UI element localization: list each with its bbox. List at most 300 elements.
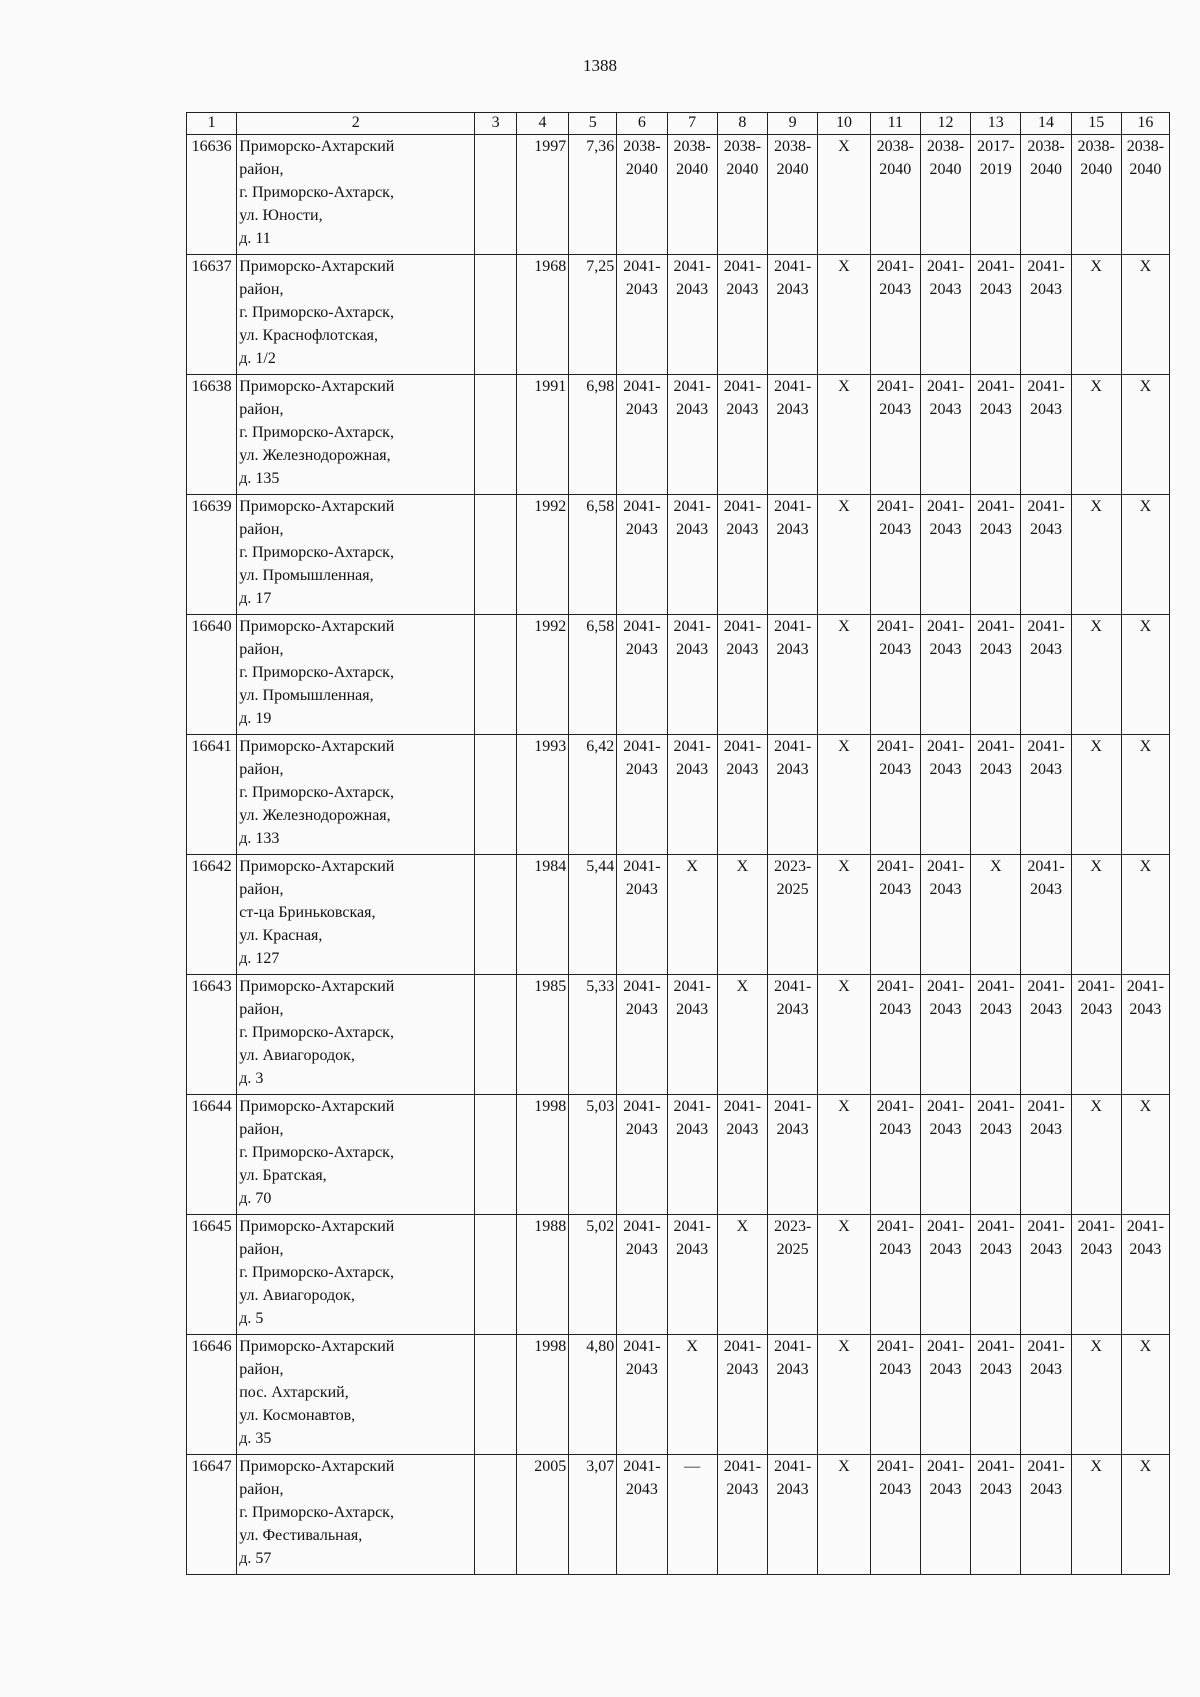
address-line: Приморско-Ахтарский: [239, 1338, 395, 1355]
period-value: X: [736, 1218, 749, 1235]
period-value: X: [1139, 738, 1152, 755]
period-value: 2041- 2043: [876, 258, 914, 298]
period-value: 2041- 2043: [1027, 378, 1065, 418]
address-line: район,: [239, 1001, 284, 1018]
period-value: 2038- 2040: [1126, 138, 1165, 178]
table-row: [187, 1215, 1170, 1335]
row-period-col-6: [617, 495, 667, 615]
address-line: район,: [239, 761, 284, 778]
address-line: Приморско-Ахтарский: [239, 858, 395, 875]
row-period-col-16: [1121, 255, 1169, 375]
period-value: X: [1139, 378, 1152, 395]
row-period-col-8: [717, 855, 767, 975]
period-value: 2041- 2043: [1027, 1338, 1065, 1378]
row-period-col-14: [1021, 1335, 1071, 1455]
column-header-1: 1: [187, 113, 237, 135]
period-value: 2041- 2043: [926, 498, 965, 538]
period-value: X: [1090, 738, 1102, 755]
row-period-col-16: [1121, 1215, 1169, 1335]
period-value: 2041- 2043: [773, 1098, 812, 1138]
row-period-col-16: [1121, 855, 1169, 975]
row-period-col-9: [768, 1215, 818, 1335]
row-period-col-12: [920, 735, 970, 855]
row-year: 1985: [516, 975, 568, 1095]
row-period-col-10: [818, 375, 870, 495]
row-period-col-12: [920, 1215, 970, 1335]
row-period-col-6: [617, 1335, 667, 1455]
row-period-col-10: [818, 1335, 870, 1455]
table-body: [187, 135, 1170, 1575]
period-value: 2038- 2040: [876, 138, 914, 178]
period-value: 2041- 2043: [1077, 978, 1115, 1018]
period-value: 2041- 2043: [623, 498, 661, 538]
table-row: [187, 1335, 1170, 1455]
address-line: Приморско-Ахтарский: [239, 138, 395, 155]
row-period-col-7: [667, 375, 717, 495]
row-period-col-12: [920, 255, 970, 375]
column-header-9: 9: [768, 113, 818, 135]
address-line: Приморско-Ахтарский: [239, 738, 395, 755]
row-id: 16646: [187, 1335, 237, 1455]
period-value: 2041- 2043: [1077, 1218, 1115, 1258]
address-line: Приморско-Ахтарский: [239, 1218, 395, 1235]
row-period-col-10: [818, 135, 870, 255]
address-line: ул. Братская,: [239, 1167, 327, 1184]
row-period-col-14: [1021, 975, 1071, 1095]
row-col3: [475, 735, 517, 855]
row-year: 1992: [516, 615, 568, 735]
period-value: X: [1139, 1458, 1152, 1475]
period-value: 2041- 2043: [673, 738, 711, 778]
row-period-col-15: [1071, 615, 1121, 735]
row-id: 16642: [187, 855, 237, 975]
period-value: 2038- 2040: [1027, 138, 1065, 178]
period-value: 2041- 2043: [876, 858, 914, 898]
period-value: 2041- 2043: [1027, 258, 1065, 298]
address-line: д. 57: [239, 1550, 272, 1567]
period-value: 2038- 2040: [723, 138, 762, 178]
address-line: район,: [239, 1481, 284, 1498]
row-period-col-7: [667, 615, 717, 735]
period-value: X: [686, 858, 698, 875]
period-value: 2041- 2043: [773, 738, 812, 778]
row-col3: [475, 135, 517, 255]
row-period-col-8: [717, 1215, 767, 1335]
row-period-col-15: [1071, 255, 1121, 375]
period-value: 2038- 2040: [926, 138, 965, 178]
row-period-col-15: [1071, 375, 1121, 495]
row-year: 1991: [516, 375, 568, 495]
address-line: д. 17: [239, 590, 272, 607]
row-period-col-14: [1021, 135, 1071, 255]
row-period-col-9: [768, 1455, 818, 1575]
row-period-col-15: [1071, 975, 1121, 1095]
row-period-col-16: [1121, 375, 1169, 495]
row-address: [237, 495, 475, 615]
row-period-col-10: [818, 1455, 870, 1575]
row-period-col-16: [1121, 495, 1169, 615]
period-value: 2041- 2043: [1027, 978, 1065, 1018]
address-line: д. 3: [239, 1070, 264, 1087]
row-period-col-11: [870, 1215, 920, 1335]
row-period-col-14: [1021, 495, 1071, 615]
period-value: 2038- 2040: [1077, 138, 1115, 178]
row-period-col-13: [971, 495, 1021, 615]
row-period-col-14: [1021, 1095, 1071, 1215]
row-period-col-15: [1071, 735, 1121, 855]
address-line: Приморско-Ахтарский: [239, 1098, 395, 1115]
period-value: 2041- 2043: [926, 618, 965, 658]
period-value: 2041- 2043: [623, 1218, 661, 1258]
row-period-col-8: [717, 495, 767, 615]
row-period-col-13: [971, 975, 1021, 1095]
row-period-col-7: [667, 855, 717, 975]
period-value: 2041- 2043: [623, 738, 661, 778]
row-period-col-13: [971, 1455, 1021, 1575]
address-line: г. Приморско-Ахтарск,: [239, 304, 394, 321]
period-value: 2041- 2043: [1027, 1098, 1065, 1138]
row-address: [237, 735, 475, 855]
period-value: 2041- 2043: [623, 858, 661, 898]
row-period-col-10: [818, 1095, 870, 1215]
row-period-col-16: [1121, 1335, 1169, 1455]
table-row: [187, 1455, 1170, 1575]
row-period-col-10: [818, 735, 870, 855]
address-line: г. Приморско-Ахтарск,: [239, 424, 394, 441]
address-line: д. 11: [239, 230, 271, 247]
row-period-col-7: [667, 975, 717, 1095]
table-row: [187, 615, 1170, 735]
period-value: 2041- 2043: [723, 1098, 762, 1138]
period-value: 2041- 2043: [723, 378, 762, 418]
row-period-col-11: [870, 975, 920, 1095]
row-period-col-7: [667, 255, 717, 375]
row-period-col-14: [1021, 735, 1071, 855]
period-value: X: [838, 1338, 850, 1355]
row-period-col-11: [870, 1455, 920, 1575]
address-line: д. 133: [239, 830, 280, 847]
row-year: 1984: [516, 855, 568, 975]
row-col3: [475, 975, 517, 1095]
row-period-col-11: [870, 735, 920, 855]
page-number: 1388: [583, 56, 617, 75]
period-value: 2041- 2043: [876, 378, 914, 418]
row-address: [237, 855, 475, 975]
header-row: [187, 113, 1170, 135]
row-period-col-8: [717, 615, 767, 735]
row-year: 1993: [516, 735, 568, 855]
address-line: район,: [239, 881, 284, 898]
address-line: г. Приморско-Ахтарск,: [239, 664, 394, 681]
row-period-col-16: [1121, 1095, 1169, 1215]
address-line: д. 70: [239, 1190, 272, 1207]
period-value: 2041- 2043: [876, 1218, 914, 1258]
row-period-col-10: [818, 975, 870, 1095]
period-value: X: [1090, 858, 1102, 875]
row-id: 16647: [187, 1455, 237, 1575]
row-period-col-10: [818, 1215, 870, 1335]
row-year: 1992: [516, 495, 568, 615]
row-period-col-13: [971, 375, 1021, 495]
address-line: ул. Авиагородок,: [239, 1047, 355, 1064]
table-row: [187, 975, 1170, 1095]
address-line: ст-ца Бриньковская,: [239, 904, 376, 921]
column-header-2: 2: [237, 113, 475, 135]
period-value: X: [838, 738, 850, 755]
period-value: 2041- 2043: [623, 258, 661, 298]
row-value: 4,80: [569, 1335, 617, 1455]
row-col3: [475, 1095, 517, 1215]
row-value: 6,42: [569, 735, 617, 855]
period-value: 2041- 2043: [1027, 738, 1065, 778]
period-value: X: [838, 618, 850, 635]
period-value: X: [1090, 378, 1102, 395]
row-id: 16643: [187, 975, 237, 1095]
period-value: 2041- 2043: [673, 258, 711, 298]
address-line: Приморско-Ахтарский: [239, 378, 395, 395]
row-value: 6,98: [569, 375, 617, 495]
period-value: 2041- 2043: [926, 1218, 965, 1258]
address-line: д. 19: [239, 710, 272, 727]
address-line: д. 5: [239, 1310, 264, 1327]
row-period-col-11: [870, 255, 920, 375]
period-value: 2041- 2043: [673, 378, 711, 418]
address-line: г. Приморско-Ахтарск,: [239, 1024, 394, 1041]
period-value: X: [838, 978, 850, 995]
address-line: Приморско-Ахтарский: [239, 498, 395, 515]
period-value: 2041- 2043: [773, 498, 812, 538]
row-year: 1998: [516, 1335, 568, 1455]
address-line: район,: [239, 281, 284, 298]
row-period-col-15: [1071, 1095, 1121, 1215]
column-header-13: 13: [971, 113, 1021, 135]
row-period-col-9: [768, 1335, 818, 1455]
address-line: район,: [239, 641, 284, 658]
period-value: 2041- 2043: [623, 618, 661, 658]
period-value: 2041- 2043: [876, 618, 914, 658]
column-header-3: 3: [475, 113, 517, 135]
row-value: 7,36: [569, 135, 617, 255]
row-period-col-8: [717, 735, 767, 855]
row-period-col-13: [971, 1095, 1021, 1215]
row-period-col-15: [1071, 1335, 1121, 1455]
period-value: 2041- 2043: [673, 978, 711, 1018]
row-address: [237, 375, 475, 495]
period-value: 2041- 2043: [876, 498, 914, 538]
address-line: ул. Железнодорожная,: [239, 447, 391, 464]
row-period-col-9: [768, 735, 818, 855]
row-value: 3,07: [569, 1455, 617, 1575]
address-line: д. 1/2: [239, 350, 276, 367]
row-period-col-7: [667, 495, 717, 615]
row-period-col-8: [717, 975, 767, 1095]
row-year: 1997: [516, 135, 568, 255]
row-col3: [475, 1455, 517, 1575]
row-period-col-13: [971, 615, 1021, 735]
row-value: 7,25: [569, 255, 617, 375]
period-value: 2041- 2043: [723, 738, 762, 778]
period-value: 2041- 2043: [876, 738, 914, 778]
period-value: X: [838, 378, 850, 395]
row-period-col-13: [971, 1335, 1021, 1455]
address-line: г. Приморско-Ахтарск,: [239, 184, 394, 201]
row-period-col-12: [920, 1335, 970, 1455]
row-period-col-6: [617, 255, 667, 375]
table-row: [187, 495, 1170, 615]
row-period-col-11: [870, 135, 920, 255]
row-period-col-16: [1121, 735, 1169, 855]
period-value: X: [1139, 1338, 1152, 1355]
period-value: 2041- 2043: [773, 618, 812, 658]
row-period-col-8: [717, 1335, 767, 1455]
period-value: 2041- 2043: [723, 1458, 762, 1498]
period-value: 2041- 2043: [723, 498, 762, 538]
row-address: [237, 615, 475, 735]
address-line: Приморско-Ахтарский: [239, 618, 395, 635]
period-value: X: [838, 1098, 850, 1115]
row-period-col-12: [920, 615, 970, 735]
period-value: 2041- 2043: [623, 1338, 661, 1378]
period-value: 2041- 2043: [623, 378, 661, 418]
period-value: 2041- 2043: [876, 1098, 914, 1138]
row-col3: [475, 615, 517, 735]
row-period-col-8: [717, 375, 767, 495]
row-col3: [475, 1215, 517, 1335]
period-value: X: [838, 138, 850, 155]
row-col3: [475, 1335, 517, 1455]
period-value: 2041- 2043: [977, 618, 1015, 658]
address-line: район,: [239, 1241, 284, 1258]
period-value: 2038- 2040: [673, 138, 711, 178]
period-value: 2041- 2043: [926, 978, 965, 1018]
address-line: ул. Красная,: [239, 927, 323, 944]
address-line: район,: [239, 521, 284, 538]
period-value: X: [838, 1458, 850, 1475]
row-period-col-8: [717, 255, 767, 375]
table-row: [187, 255, 1170, 375]
address-line: ул. Краснофлотская,: [239, 327, 378, 344]
row-period-col-9: [768, 1095, 818, 1215]
row-address: [237, 1215, 475, 1335]
address-line: г. Приморско-Ахтарск,: [239, 1504, 394, 1521]
period-value: 2041- 2043: [926, 1458, 965, 1498]
row-period-col-7: [667, 1455, 717, 1575]
period-value: 2041- 2043: [673, 618, 711, 658]
row-period-col-12: [920, 1455, 970, 1575]
period-value: 2041- 2043: [723, 258, 762, 298]
row-period-col-7: [667, 1095, 717, 1215]
row-period-col-15: [1071, 1215, 1121, 1335]
period-value: X: [1090, 1338, 1102, 1355]
row-value: 5,33: [569, 975, 617, 1095]
period-value: 2041- 2043: [1027, 618, 1065, 658]
address-line: ул. Промышленная,: [239, 567, 374, 584]
table-row: [187, 375, 1170, 495]
address-line: Приморско-Ахтарский: [239, 978, 395, 995]
period-value: X: [1139, 858, 1152, 875]
period-value: 2041- 2043: [977, 1338, 1015, 1378]
row-period-col-15: [1071, 855, 1121, 975]
row-period-col-14: [1021, 615, 1071, 735]
row-col3: [475, 495, 517, 615]
period-value: 2041- 2043: [876, 1338, 914, 1378]
row-period-col-15: [1071, 1455, 1121, 1575]
address-line: Приморско-Ахтарский: [239, 1458, 395, 1475]
period-value: X: [989, 858, 1002, 875]
period-value: 2041- 2043: [773, 978, 812, 1018]
period-value: X: [1090, 618, 1102, 635]
period-value: X: [1139, 258, 1152, 275]
row-period-col-10: [818, 615, 870, 735]
row-period-col-14: [1021, 375, 1071, 495]
period-value: 2041- 2043: [977, 1218, 1015, 1258]
row-address: [237, 135, 475, 255]
period-value: 2041- 2043: [673, 1218, 711, 1258]
row-id: 16645: [187, 1215, 237, 1335]
period-value: 2041- 2043: [623, 1098, 661, 1138]
address-line: пос. Ахтарский,: [239, 1384, 349, 1401]
period-value: X: [1090, 498, 1102, 515]
period-value: 2041- 2043: [977, 1458, 1015, 1498]
column-header-16: 16: [1121, 113, 1169, 135]
row-period-col-11: [870, 1095, 920, 1215]
row-period-col-6: [617, 135, 667, 255]
column-header-10: 10: [818, 113, 870, 135]
row-period-col-9: [768, 375, 818, 495]
period-value: 2041- 2043: [876, 978, 914, 1018]
row-period-col-8: [717, 1455, 767, 1575]
period-value: —: [684, 1458, 701, 1475]
row-period-col-15: [1071, 495, 1121, 615]
row-id: 16640: [187, 615, 237, 735]
period-value: 2041- 2043: [926, 738, 965, 778]
row-period-col-14: [1021, 1455, 1071, 1575]
period-value: 2041- 2043: [977, 738, 1015, 778]
column-header-15: 15: [1071, 113, 1121, 135]
row-year: 1988: [516, 1215, 568, 1335]
row-period-col-9: [768, 855, 818, 975]
row-period-col-6: [617, 1095, 667, 1215]
row-period-col-12: [920, 975, 970, 1095]
period-value: X: [838, 858, 850, 875]
row-period-col-11: [870, 495, 920, 615]
address-line: район,: [239, 401, 284, 418]
period-value: 2041- 2043: [926, 1338, 965, 1378]
period-value: 2017- 2019: [977, 138, 1015, 178]
period-value: 2041- 2043: [623, 978, 661, 1018]
period-value: 2041- 2043: [926, 378, 965, 418]
address-line: г. Приморско-Ахтарск,: [239, 1264, 394, 1281]
row-period-col-12: [920, 855, 970, 975]
period-value: 2041- 2043: [926, 258, 965, 298]
address-line: ул. Космонавтов,: [239, 1407, 356, 1424]
column-header-11: 11: [870, 113, 920, 135]
period-value: X: [838, 498, 850, 515]
row-value: 5,03: [569, 1095, 617, 1215]
period-value: 2038- 2040: [773, 138, 812, 178]
period-value: X: [1090, 258, 1102, 275]
table-row: [187, 855, 1170, 975]
address-line: ул. Железнодорожная,: [239, 807, 391, 824]
column-header-5: 5: [569, 113, 617, 135]
address-line: ул. Юности,: [239, 207, 323, 224]
period-value: 2041- 2043: [723, 1338, 762, 1378]
row-period-col-7: [667, 735, 717, 855]
row-id: 16639: [187, 495, 237, 615]
row-period-col-6: [617, 735, 667, 855]
period-value: 2041- 2043: [773, 258, 812, 298]
row-period-col-8: [717, 1095, 767, 1215]
